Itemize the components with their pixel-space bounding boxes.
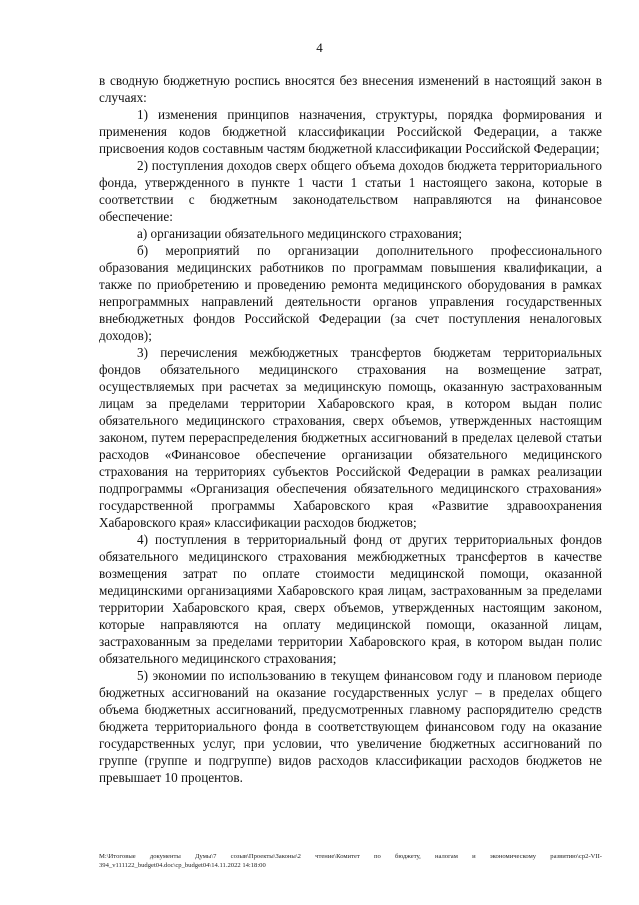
- paragraph-item-3: 3) перечисления межбюджетных трансфертов бюджетам территориальных фондов обязательного медицинского страхования на возмещение затрат, осуществляемых при расчетах за медицинскую помощь, оказанную застрахованным лицам за пределами территории Хабаровского края, в котором выдан полис обязательного медицинского страхования, сверх объемов, утвержденных настоящим законом, путем перераспределения бюджетных ассигнований в пределах целевой статьи расходов «Финансовое обеспечение организации обязательного медицинского страхования на территориях субъектов Российской Федерации в рамках реализации подпрограммы «Организация обеспечения обязательного медицинского страхования» государственной программы Хабаровского края «Развитие здравоохранения Хабаровского края» классификации расходов бюджетов;: [99, 345, 602, 530]
- footer-file-path: M:\Итоговые документы Думы\7 созыв\Проекты\Законы\2 чтение\Комитет по бюджету, налогам и экономическому развитию\ср2-VII-394_v111122_budget04.doc\ср_budget04\14.11.2022 14:18:00: [99, 853, 602, 869]
- paragraph-item-2b: б) мероприятий по организации дополнительного профессионального образования медицинских работников по программам повышения квалификации, а также по приобретению и проведению ремонта медицинского оборудования в рамках непрограммных направлений деятельности органов управления государственных внебюджетных фондов Российской Федерации (за счет поступления неналоговых доходов);: [99, 243, 602, 343]
- paragraph-item-4: 4) поступления в территориальный фонд от других территориальных фондов обязательного медицинского страхования межбюджетных трансфертов в качестве возмещения затрат по оплате стоимости медицинской помощи, оказанной медицинскими организациями Хабаровского края лицам, застрахованным за пределами территории Хабаровского края, сверх объемов, утвержденных настоящим законом, которые направляются на оплату медицинской помощи, оказанной лицам, застрахованным за пределами территории Хабаровского края, в котором выдан полис обязательного медицинского страхования;: [99, 532, 602, 666]
- paragraph-item-2: 2) поступления доходов сверх общего объема доходов бюджета территориального фонда, утвержденного в пункте 1 части 1 статьи 1 настоящего закона, которые в соответствии с бюджетным законодательством направляются на финансовое обеспечение:: [99, 158, 602, 224]
- paragraph-intro: в сводную бюджетную роспись вносятся без внесения изменений в настоящий закон в случаях:: [99, 73, 602, 105]
- document-body: [99, 72, 602, 786]
- paragraph-item-2a: а) организации обязательного медицинского страхования;: [137, 226, 463, 241]
- paragraph-item-1: 1) изменения принципов назначения, структуры, порядка формирования и применения кодов бюджетной классификации Российской Федерации, а также присвоения кодов составным частям бюджетной классификации Российской Федерации;: [99, 107, 602, 156]
- page-number: 4: [316, 40, 323, 55]
- paragraph-item-5: 5) экономии по использованию в текущем финансовом году и плановом периоде бюджетных ассигнований на оказание государственных услуг – в пределах общего объема бюджетных ассигнований, предусмотренных главному распорядителю средств бюджета территориального фонда в соответствующем финансовом году на оказание государственных услуг, при условии, что увеличение бюджетных ассигнований по группе (группе и подгруппе) видов расходов классификации расходов бюджетов не превышает 10 процентов.: [99, 668, 602, 785]
